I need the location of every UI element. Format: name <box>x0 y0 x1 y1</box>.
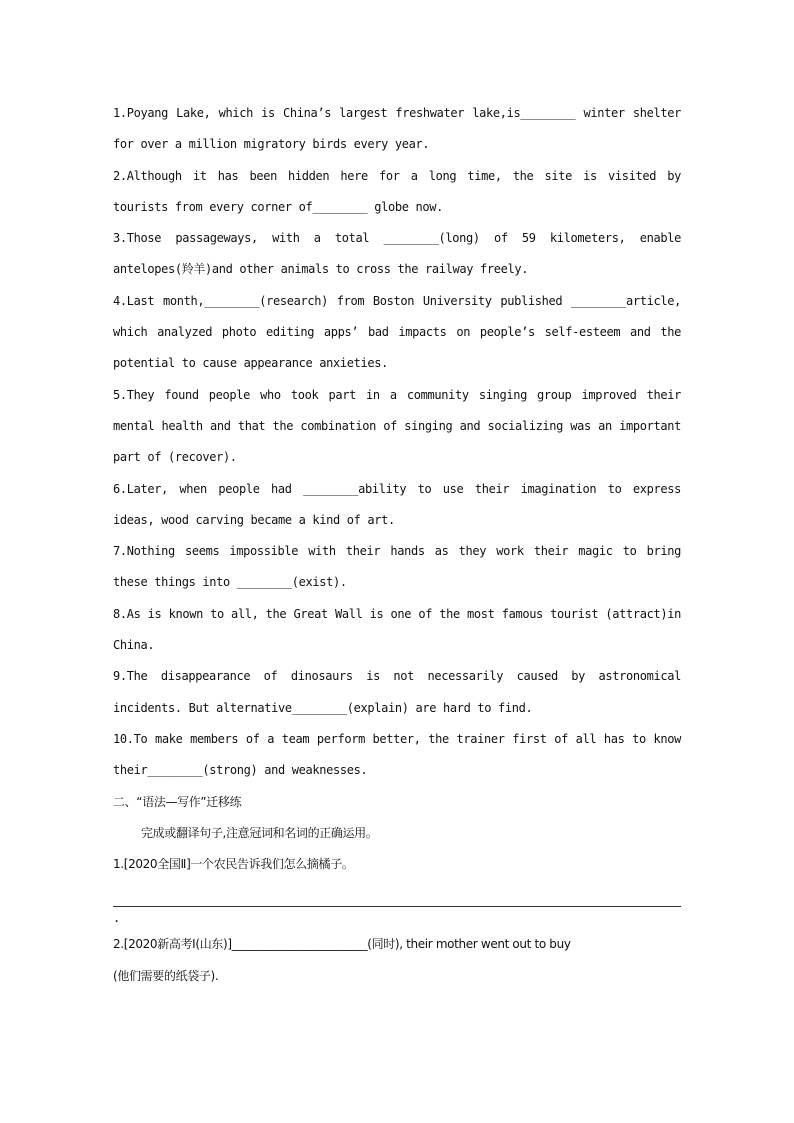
exercise-item-1: 1.Poyang Lake, which is China’s largest freshwater lake,is________ winter shelter for over a million migratory birds every year. <box>113 106 681 152</box>
exercise-content <box>113 98 681 992</box>
question-2-source: 2.[2020新高考Ⅰ(山东)] <box>113 937 232 952</box>
answer-line-1[interactable] <box>113 880 681 907</box>
exercise-item-4: 4.Last month,________(research) from Boston University published ________article, which analyzed photo editing apps’ bad impacts on people’s self-esteem and the potential to cause appearance anxieties. <box>113 293 681 371</box>
exercise-item-3: 3.Those passageways, with a total ________(long) of 59 kilometers, enable antelopes(羚羊)and other animals to cross the railway freely. <box>113 231 681 277</box>
exercise-item-5: 5.They found people who took part in a community singing group improved their mental health and that the combination of singing and socializing was an important part of (recover). <box>113 387 681 465</box>
section-instruction: 完成或翻译句子,注意冠词和名词的正确运用。 <box>141 825 378 840</box>
exercise-item-2: 2.Although it has been hidden here for a long time, the site is visited by tourists from every corner of________ globe now. <box>113 168 681 214</box>
exercise-item-8: 8.As is known to all, the Great Wall is one of the most famous tourist (attract)in China. <box>113 606 681 653</box>
question-2-middle: (同时), their mother went out to buy <box>367 937 571 952</box>
section-title: 二、“语法—写作”迁移练 <box>113 794 242 809</box>
answer-line-end-period: . <box>113 911 120 926</box>
exercise-item-6: 6.Later, when people had ________ability to use their imagination to express ideas, wood carving became a kind of art. <box>113 481 681 527</box>
exercise-item-7: 7.Nothing seems impossible with their hands as they work their magic to bring these things into ________(exist). <box>113 544 681 590</box>
exercise-item-10: 10.To make members of a team perform better, the trainer first of all has to know their________(strong) and weaknesses. <box>113 731 681 778</box>
translation-question-1: 1.[2020全国Ⅱ]一个农民告诉我们怎么摘橘子。 <box>113 857 354 872</box>
question-2-end: (他们需要的纸袋子). <box>113 968 219 983</box>
exercise-item-9: 9.The disappearance of dinosaurs is not necessarily caused by astronomical incidents. But alternative________(explain) are hard to find. <box>113 669 681 715</box>
translation-question-2 <box>113 929 681 992</box>
question-2-blank[interactable]: ________________________ <box>231 937 368 952</box>
